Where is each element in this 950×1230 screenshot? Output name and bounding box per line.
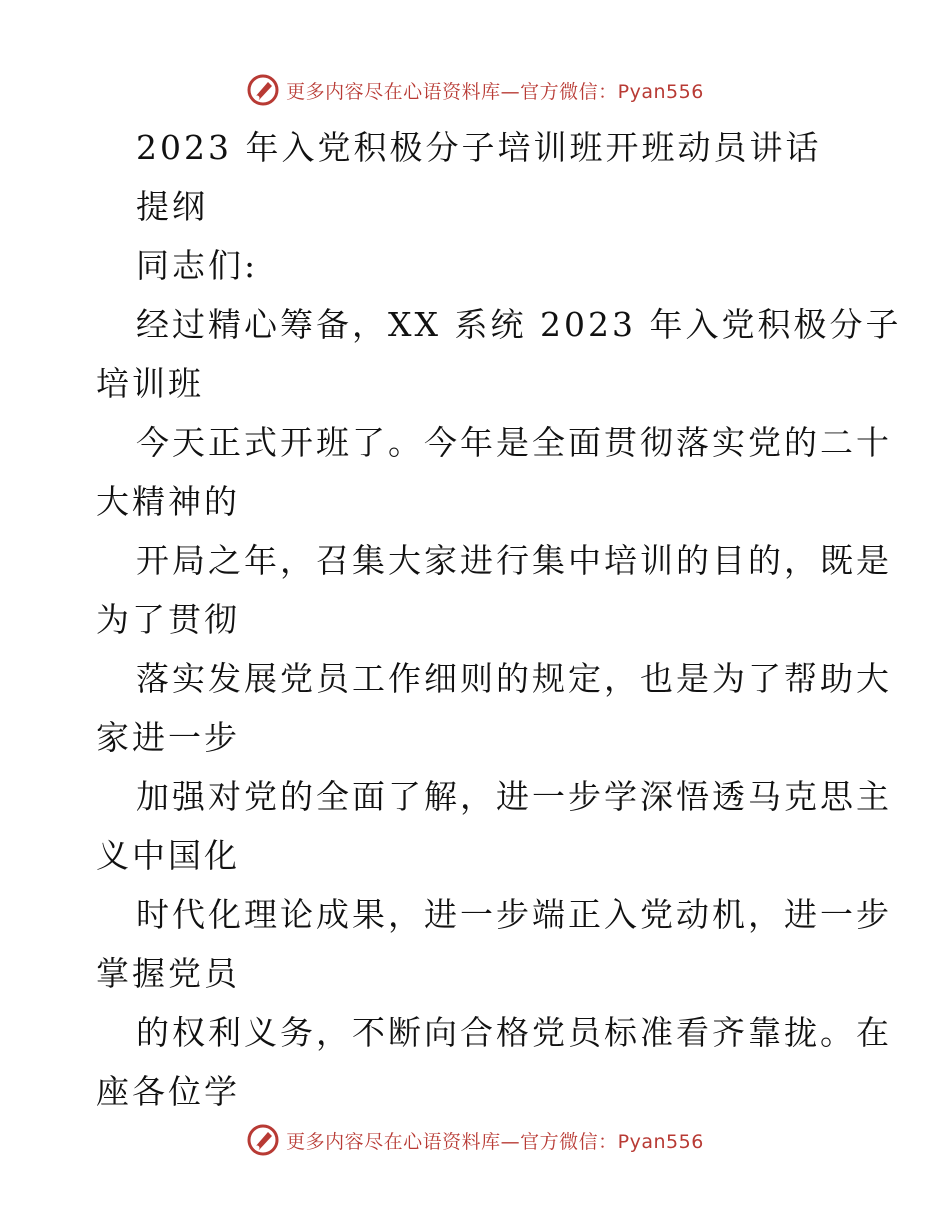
banner-text: 更多内容尽在心语资料库—官方微信：Pyan556 [286, 1130, 704, 1153]
footer-watermark-banner [0, 1120, 950, 1160]
logo-icon [246, 1123, 280, 1157]
salutation-line: 同志们: [136, 246, 259, 285]
logo-icon [246, 73, 280, 107]
document-body [96, 118, 902, 1121]
title-line: 提纲 [136, 187, 208, 226]
body-line: 落实发展党员工作细则的规定，也是为了帮助大 [136, 659, 892, 698]
body-line: 为了贯彻 [96, 600, 240, 639]
body-line: 今天正式开班了。今年是全面贯彻落实党的二十 [136, 423, 892, 462]
body-line: 家进一步 [96, 718, 240, 757]
body-line: 大精神的 [96, 482, 240, 521]
body-line: 义中国化 [96, 836, 240, 875]
body-line: 开局之年，召集大家进行集中培训的目的，既是 [136, 541, 892, 580]
body-line: 的权利义务，不断向合格党员标准看齐靠拢。在 [136, 1013, 892, 1052]
body-line: 培训班 [96, 364, 204, 403]
body-line: 经过精心筹备，XX 系统 2023 年入党积极分子 [136, 305, 902, 344]
body-line: 掌握党员 [96, 954, 240, 993]
body-line: 座各位学 [96, 1072, 240, 1111]
banner-text: 更多内容尽在心语资料库—官方微信：Pyan556 [286, 80, 704, 103]
header-watermark-banner [0, 70, 950, 110]
title-line: 2023 年入党积极分子培训班开班动员讲话 [136, 128, 822, 167]
body-line: 时代化理论成果，进一步端正入党动机，进一步 [136, 895, 892, 934]
body-line: 加强对党的全面了解，进一步学深悟透马克思主 [136, 777, 892, 816]
